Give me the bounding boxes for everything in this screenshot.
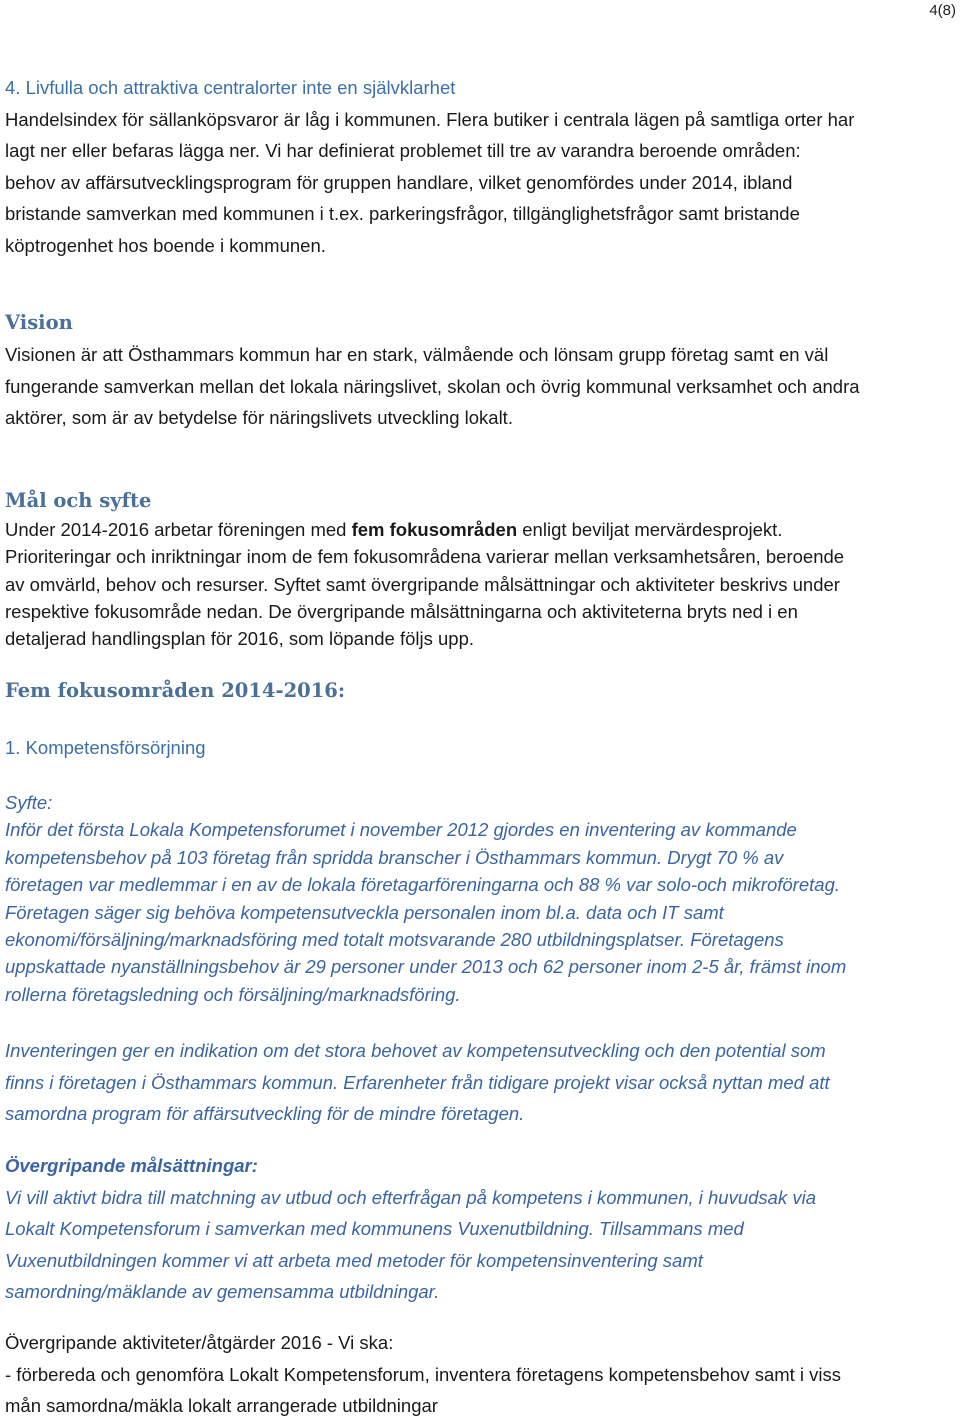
goals-intro-line [5, 516, 955, 543]
body-line: fungerande samverkan mellan det lokala näringslivet, skolan och övrig kommunal verksamhet och andra [5, 375, 860, 397]
body-line: företagen var medlemmar i en av de lokala företagarföreningarna och 88 % var solo-och mikroföretag. [5, 874, 840, 896]
body-line: av omvärld, behov och resurser. Syftet samt övergripande målsättningar och aktiviteter beskrivs under [5, 573, 840, 595]
body-line: - förbereda och genomföra Lokalt Kompetensforum, inventera företagens kompetensbehov samt i viss [5, 1363, 842, 1385]
body-line: Företagen säger sig behöva kompetensutveckla personalen inom bl.a. data och IT samt [5, 901, 724, 923]
goals-section [5, 486, 955, 652]
goals-intro-bold: fem fokusområden [351, 519, 518, 540]
section-4-heading: 4. Livfulla och attraktiva centralorter inte en självklarhet [5, 77, 456, 98]
body-line: uppskattade nyanställningsbehov är 29 personer under 2013 och 62 personer inom 2-5 år, främst inom [5, 956, 847, 978]
activities-section [5, 1327, 955, 1422]
body-line: respektive fokusområde nedan. De övergripande målsättningarna och aktiviteterna bryts ned i en [5, 600, 798, 622]
goals-overall-section [5, 1150, 955, 1308]
goals-intro-post: enligt beviljat mervärdesprojekt. [517, 519, 783, 540]
body-line: Vuxenutbildningen kommer vi att arbeta med metoder för kompetensinventering samt [5, 1249, 703, 1271]
body-line: Visionen är att Östhammars kommun har en stark, välmående och lönsam grupp företag samt en väl [5, 343, 829, 365]
syfte-label: Syfte: [5, 792, 53, 813]
goals-intro-pre: Under 2014-2016 arbetar föreningen med [5, 519, 352, 540]
vision-heading: Vision [5, 311, 73, 334]
body-line: Vi vill aktivt bidra till matchning av utbud och efterfrågan på kompetens i kommunen, i huvudsak via [5, 1186, 817, 1208]
body-line: bristande samverkan med kommunen i t.ex. parkeringsfrågor, tillgänglighetsfrågor samt bristande [5, 203, 800, 224]
overall-goals-label: Övergripande målsättningar: [5, 1155, 258, 1176]
focus-item-1: 1. Kompetensförsörjning [5, 737, 206, 758]
body-line: Prioriteringar och inriktningar inom de fem fokusområdena varierar mellan verksamhetsåren, beroende [5, 546, 845, 568]
activities-label: Övergripande aktiviteter/åtgärder 2016 - Vi ska: [5, 1332, 394, 1353]
body-line: kompetensbehov på 103 företag från spridda branscher i Östhammars kommun. Drygt 70 % av [5, 846, 784, 868]
body-line: köptrogenhet hos boende i kommunen. [5, 234, 326, 256]
syfte-section [5, 789, 955, 1008]
body-line: aktörer, som är av betydelse för näringslivets utveckling lokalt. [5, 407, 513, 429]
section-4 [5, 72, 955, 261]
vision-section [5, 307, 955, 434]
syfte-paragraph-2 [5, 1035, 955, 1130]
body-line: Inventeringen ger en indikation om det stora behovet av kompetensutveckling och den potential som [5, 1040, 826, 1061]
body-line: rollerna företagsledning och försäljning/marknadsföring. [5, 983, 461, 1005]
body-line: Lokalt Kompetensforum i samverkan med kommunens Vuxenutbildning. Tillsammans med [5, 1218, 744, 1239]
body-line: Inför det första Lokala Kompetensforumet i november 2012 gjordes en inventering av kommande [5, 819, 797, 841]
goals-heading: Mål och syfte [5, 489, 152, 512]
page-number: 4(8) [929, 2, 956, 19]
body-line: mån samordna/mäkla lokalt arrangerade utbildningar [5, 1395, 438, 1416]
body-line: samordna program för affärsutveckling för de mindre företagen. [5, 1103, 525, 1124]
body-line: Handelsindex för sällanköpsvaror är låg i kommunen. Flera butiker i centrala lägen på samtliga orter har [5, 108, 855, 130]
focus-heading: Fem fokusområden 2014-2016: [5, 679, 346, 702]
body-line: ekonomi/försäljning/marknadsföring med totalt motsvarande 280 utbildningsplatser. Företagens [5, 929, 784, 951]
body-line: finns i företagen i Östhammars kommun. Erfarenheter från tidigare projekt visar också nyttan med att [5, 1071, 830, 1093]
body-line: lagt ner eller befaras lägga ner. Vi har definierat problemet till tre av varandra beroende områden: [5, 140, 801, 161]
body-line: samordning/mäklande av gemensamma utbildningar. [5, 1281, 440, 1302]
body-line: behov av affärsutvecklingsprogram för gruppen handlare, vilket genomfördes under 2014, ibland [5, 171, 793, 193]
body-line: detaljerad handlingsplan för 2016, som löpande följs upp. [5, 628, 474, 650]
